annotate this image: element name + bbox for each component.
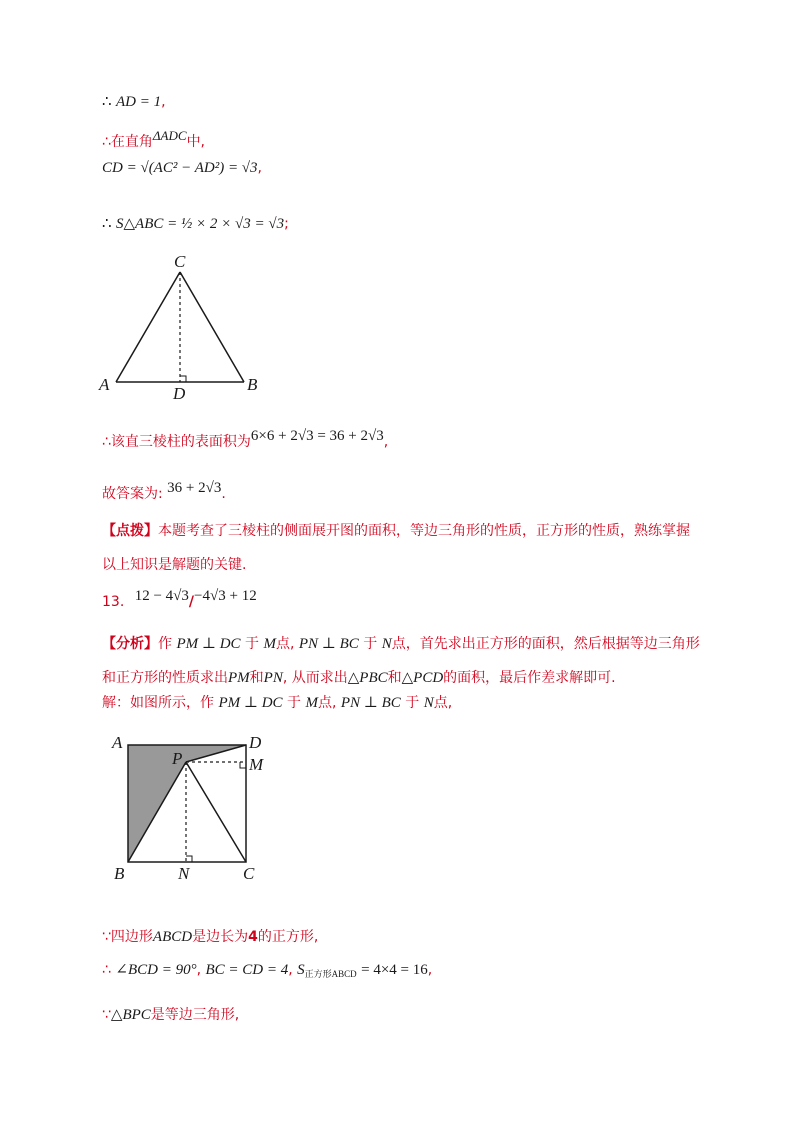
text: 点, (433, 695, 453, 711)
label-p: P (172, 749, 183, 768)
math-area: = 4×4 = 16 (361, 962, 428, 978)
text: , 从而求出 (282, 670, 348, 686)
punct: , (383, 434, 389, 450)
question-13 (102, 588, 257, 610)
label-d: D (173, 384, 186, 402)
text: 是等边三角形, (150, 1007, 240, 1023)
answer-2: −4√3 + 12 (194, 588, 257, 604)
math-cd: CD = √(AC² − AD²) = √3 (102, 160, 258, 176)
therefore-symbol: ∴ (102, 962, 111, 978)
math-area-abc: S△ABC = ½ × 2 × √3 = √3 (116, 216, 285, 232)
math-m: M (305, 695, 318, 711)
label-d: D (249, 733, 262, 752)
label-b: B (247, 375, 258, 394)
text: 的面积，最后作差求解即可. (443, 670, 616, 686)
right-angle-mark (180, 376, 186, 382)
square-figure (108, 730, 268, 885)
punct: ; (284, 216, 289, 232)
line-right-triangle (102, 128, 205, 151)
line-square (102, 926, 318, 946)
analysis-tag: 【分析】 (102, 636, 158, 652)
text: 于 (245, 636, 260, 652)
right-angle-n (186, 856, 192, 862)
line-answer (102, 480, 226, 503)
label-a: A (112, 733, 123, 752)
math-pn: PN (263, 670, 283, 686)
text: 于 (287, 695, 302, 711)
math-pn-perp-bc: PN ⊥ BC (298, 636, 359, 652)
text: 的正方形, (257, 929, 319, 945)
answer-separator: / (188, 594, 195, 610)
text: ∵四边形 (102, 929, 153, 945)
math-pm-perp-dc: PM ⊥ DC (176, 636, 241, 652)
math-n: N (423, 695, 434, 711)
right-angle-m (240, 762, 246, 768)
math-abcd: ABCD (152, 929, 193, 945)
therefore-symbol: ∴ (102, 94, 112, 110)
text: 是边长为 (192, 929, 249, 945)
tip-paragraph (102, 514, 702, 582)
punct: , (288, 962, 293, 978)
text: 故答案为: (102, 486, 163, 502)
label-m: M (249, 755, 264, 774)
text: 中, (186, 134, 206, 150)
math-tri-bpc: △BPC (110, 1007, 151, 1023)
punct: . (221, 486, 226, 502)
line-square-area (102, 960, 432, 980)
punct: , (161, 94, 166, 110)
math-tri-adc: ΔADC (152, 128, 187, 143)
math-answer: 36 + 2√3 (167, 480, 222, 496)
label-n: N (178, 864, 190, 883)
tip-text: 本题考查了三棱柱的侧面展开图的面积，等边三角形的性质，正方形的性质，熟练掌握以上知识是解题的关键. (102, 523, 690, 573)
math-pm-perp-dc: PM ⊥ DC (218, 695, 283, 711)
math-subscript: 正方形ABCD (304, 969, 357, 979)
line-area-abc (102, 214, 289, 233)
math-angle-bcd: ∠BCD = 90° (115, 962, 197, 978)
solution-line (102, 692, 452, 712)
edge-ac (116, 272, 180, 382)
line-equilateral (102, 1004, 239, 1024)
text: 点, (275, 636, 295, 652)
text: 点, (317, 695, 337, 711)
math-surface-area: 6×6 + 2√3 = 36 + 2√3 (250, 428, 384, 444)
punct: , (427, 962, 433, 978)
line-cd (102, 160, 262, 177)
math-tri-pbc: △PBC (347, 670, 388, 686)
text: 于 (405, 695, 420, 711)
math-pn-perp-bc: PN ⊥ BC (340, 695, 401, 711)
math-m: M (263, 636, 276, 652)
text: 于 (363, 636, 378, 652)
label-c: C (243, 864, 255, 883)
math-ad: AD = 1 (116, 94, 162, 110)
triangle-figure (96, 250, 276, 402)
label-b: B (114, 864, 125, 883)
text: ∴该直三棱柱的表面积为 (102, 434, 251, 450)
side-length: 4 (248, 929, 258, 945)
punct: , (196, 962, 202, 978)
edge-cb (180, 272, 244, 382)
text: 和 (249, 670, 264, 686)
text: 和 (387, 670, 402, 686)
math-tri-pcd: △PCD (401, 670, 444, 686)
therefore-symbol: ∴ (102, 216, 112, 232)
tip-tag: 【点拨】 (102, 523, 158, 539)
text: 点，首先求出正方形的面积，然后根据等边三角形和正方形的性质求出 (102, 636, 700, 686)
label-a: A (99, 375, 110, 394)
line-surface-area (102, 428, 388, 451)
label-c: C (174, 252, 186, 271)
answer-1: 12 − 4√3 (134, 588, 189, 604)
math-pm: PM (228, 670, 250, 686)
math-s: S (297, 962, 305, 978)
math-bc-cd: BC = CD = 4 (205, 962, 289, 978)
question-number: 13. (102, 594, 125, 610)
line-ad-equals-1 (102, 92, 166, 111)
math-n: N (381, 636, 392, 652)
text: ∴在直角 (102, 134, 153, 150)
text: 解：如图所示，作 (102, 695, 214, 711)
punct: , (257, 160, 262, 176)
analysis-paragraph (102, 627, 702, 695)
text: ∵ (102, 1007, 111, 1023)
text: 作 (158, 636, 172, 652)
edge-pc (186, 762, 246, 862)
